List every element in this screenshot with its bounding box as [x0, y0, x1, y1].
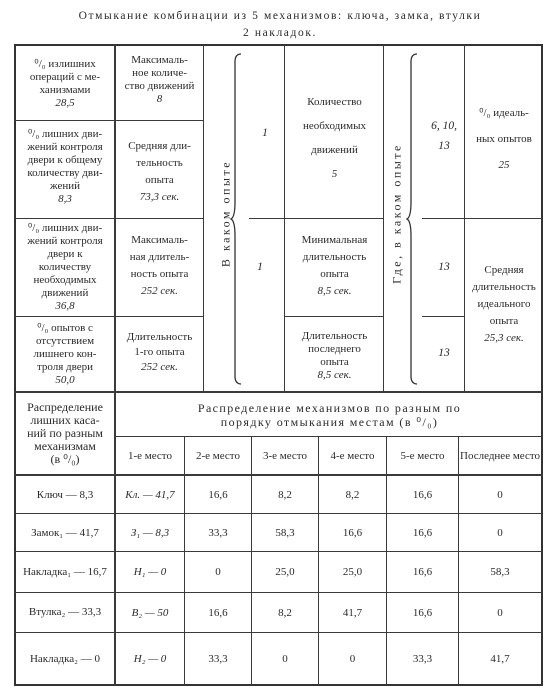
brace-icon — [406, 52, 422, 386]
row-label: Накладка₁ — 16,7 — [23, 565, 107, 578]
table-cell: 58,3 — [275, 526, 295, 539]
table-cell: З₁ — 8,3 — [130, 526, 170, 539]
vertical-label-where-trial: Где, в каком опыте — [389, 143, 404, 284]
stat-cell: ⁰/₀ идеаль- ных опытов 25 — [476, 107, 532, 171]
stat-cell: Количество необходимых движений 5 — [302, 96, 367, 180]
divider — [14, 218, 204, 219]
table-cell: 8,2 — [345, 488, 360, 501]
table-cell: 25,0 — [342, 566, 363, 578]
table-cell: 16,6 — [208, 606, 228, 619]
group-header: Распределение механизмов по разным по порядку отмыкания местам (в ⁰/₀) — [197, 401, 462, 429]
table-cell: 16,6 — [412, 488, 433, 501]
row-header: Распределение лишних каса- ний по разным механизмам (в ⁰/₀) — [27, 400, 103, 466]
table-title — [10, 8, 550, 42]
stat-cell: ⁰/₀ опытов с отсутствием лишнего кон- троля двери 50,0 — [33, 322, 97, 386]
stat-cell: Длительность 1-го опыта 252 сек. — [126, 331, 193, 373]
brace-icon — [230, 52, 246, 386]
trial-number: 13 — [438, 261, 450, 273]
column-header: 4-е место — [330, 449, 375, 462]
divider — [422, 218, 543, 219]
table-cell: 0 — [497, 606, 503, 619]
divider — [14, 120, 204, 121]
divider — [284, 316, 384, 317]
divider — [422, 316, 465, 317]
row-label: Втулка₂ — 33,3 — [28, 606, 102, 618]
table-cell: Н₁ — 0 — [133, 566, 167, 578]
row-label: Ключ — 8,3 — [36, 488, 94, 501]
table-cell: 0 — [282, 653, 288, 665]
row-label: Накладка₂ — 0 — [29, 653, 101, 665]
table-cell: 8,2 — [278, 606, 292, 619]
table-cell: Н₂ — 0 — [133, 653, 167, 665]
table-cell: 16,6 — [412, 526, 433, 539]
stat-cell: Средняя дли- тельность опыта 73,3 сек. — [128, 140, 191, 203]
trial-number: 6, 10, 13 — [431, 120, 457, 152]
table-cell: 58,3 — [490, 566, 510, 578]
column-header: 2-е место — [196, 449, 240, 462]
table-cell: 41,7 — [342, 606, 363, 619]
column-header: 1-е место — [128, 449, 172, 462]
stat-cell: ⁰/₀ лишних дви- жений контроля двери к общему количеству дви- жений 8,3 — [27, 128, 103, 205]
table-cell: 0 — [497, 526, 503, 539]
vertical-label-which-trial: В каком опыте — [218, 159, 233, 268]
table-cell: 33,3 — [412, 653, 433, 665]
table-cell: 16,6 — [208, 488, 228, 501]
trial-number: 1 — [257, 261, 263, 273]
stat-cell: ⁰/₀ лишних дви- жений контроля двери к количеству необходимых движений 36,8 — [27, 222, 103, 312]
table-cell: 8,2 — [278, 488, 292, 501]
divider — [249, 218, 384, 219]
title-line-2: 2 накладок. — [243, 27, 317, 39]
divider — [14, 316, 204, 317]
row-label: Замок₁ — 41,7 — [31, 526, 99, 539]
table-cell: 16,6 — [342, 526, 363, 539]
table-cell: 41,7 — [490, 653, 510, 665]
table-cell: 0 — [497, 488, 503, 501]
stat-cell: Длительность последнего опыта 8,5 сек. — [301, 330, 368, 381]
trial-number: 1 — [262, 127, 268, 139]
stat-cell: Средняя длительность идеального опыта 25,3 сек. — [472, 264, 536, 344]
table-cell: 33,3 — [208, 526, 228, 539]
column-header: 3-е место — [263, 449, 307, 462]
trial-number: 13 — [438, 347, 450, 359]
stat-cell: Максималь- ное количе- ство движений 8 — [124, 54, 195, 105]
stat-cell: ⁰/₀ излишних операций с ме- ханизмами 28,5 — [29, 58, 101, 109]
table-cell: 0 — [215, 566, 221, 578]
stat-cell: Максималь- ная длитель- ность опыта 252 сек. — [129, 234, 190, 297]
table-cell: 16,6 — [412, 566, 433, 578]
column-header: 5-е место — [400, 449, 445, 462]
table-cell: 25,0 — [275, 566, 295, 578]
table-cell: 16,6 — [412, 606, 433, 619]
table-cell: Кл. — 41,7 — [125, 488, 175, 501]
column-header: Последнее место — [460, 449, 540, 462]
table-cell: 0 — [349, 653, 356, 665]
section-divider — [14, 391, 543, 393]
table-cell: В₂ — 50 — [131, 606, 169, 619]
stat-cell: Минимальная длительность опыта 8,5 сек. — [301, 234, 368, 297]
title-line-1: Отмыкание комбинации из 5 механизмов: ключа, замка, втулки — [78, 10, 482, 22]
table-cell: 33,3 — [208, 653, 228, 665]
